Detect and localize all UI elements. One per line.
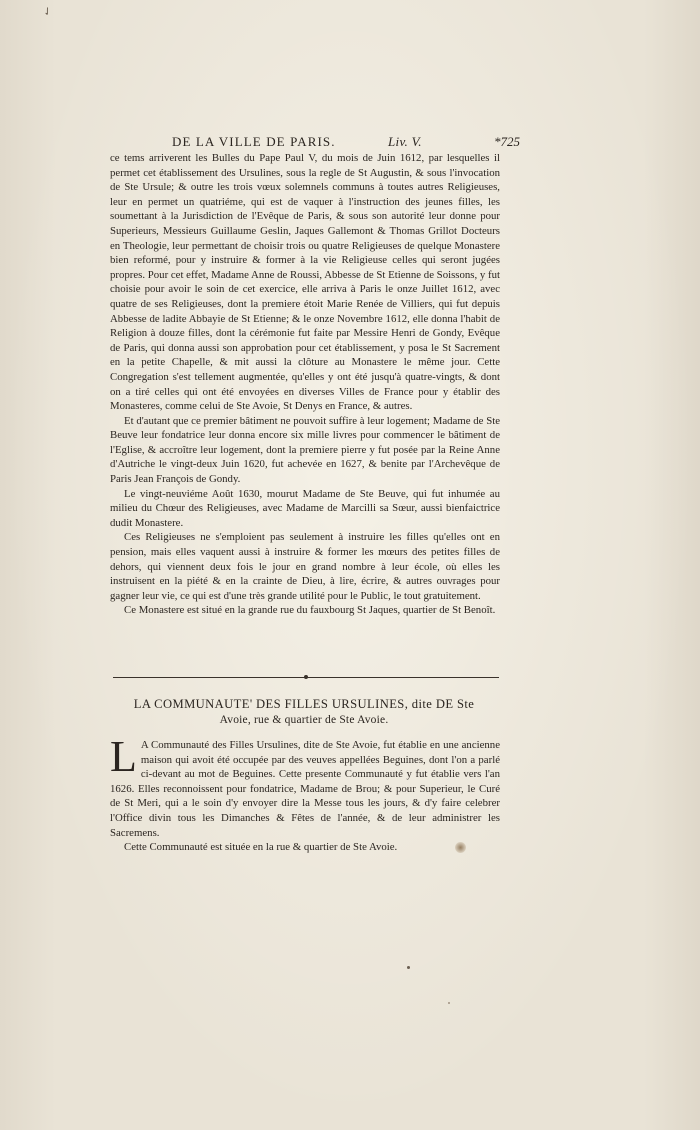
paragraph-bulls: ce tems arriverent les Bulles du Pape Paul V, du mois de Juin 1612, par lesquelles il permet cet établissement des Ursulines, sous la regle de St Augustin, & sous l'invocation de Ste Ursule; & outre les trois vœux solemnels communs à toutes autres Religieuses, leur en permet un quatriéme, qui est de vaquer à l'instruction des jeunes filles, les soumettant à la Jurisdiction de l'Evêque de Paris, & sous son autorité leur donne pour Superieurs, Messieurs Guillaume Geslin, Jaques Gallemont & Thomas Grillot Docteurs en Theologie, leur permettant de choisir trois ou quatre Religieuses de quelque Monastere bien reformé, pour y instruire & former à la vie Religieuse celles qui seront jugées propres. Pour cet effet, Madame Anne de Roussi, Abbesse de St Etienne de Soissons, y fut choisie pour avoir le soin de cet exercice, elle arriva à Paris le onze Juillet 1612, avec quatre de ses Religieuses, dont la premiere étoit Marie Renée de Villiers, qui fut depuis Abbesse de ladite Abbayie de St Etienne; & le onze Novembre 1612, elle donna l'habit de Religion à douze filles, dont la cérémonie fut faite par Messire Henri de Gondy, Evêque de Paris, qui donna aussi son approbation pour cet établissement, y posa le St Sacrement en la petite Chapelle, & mit aussi la clôture au Monastere le même jour. Cette Congregation s'est tellement augmentée, qu'elles y ont été jusqu'à quatre-vingts, & dont on a tiré celles qui ont été envoyées en diverses Villes de France pour y établir des Monasteres, comme celui de Ste Avoie, St Denys en France, & autres. (110, 152, 500, 413)
section-paragraph-1-text: A Communauté des Filles Ursulines, dite de Ste Avoie, fut établie en une ancienne maison qui avoit été occupée par des veuves appellées Beguines, dont l'on a parlé ci-devant au mot de Beguines. Cette presente Communauté y fut établie vers l'an 1626. Elles reconnoissent pour fondatrice, Madame de Brou; & pour Superieur, le Curé de St Meri, qui a le soin d'y envoyer dire la Messe tous les jours, & d'y faire celebrer l'Office divin tous les Dimanches & Fêtes de l'année, & de leur administrer les Sacremens. (110, 739, 500, 839)
paper-speck (448, 1002, 450, 1004)
section-paragraph-1 (110, 732, 500, 840)
paper-speck (407, 966, 410, 969)
paragraph-location: Ce Monastere est situé en la grande rue du fauxbourg St Jaques, quartier de St Benoît. (124, 604, 496, 617)
section-paragraph-2: Cette Communauté est située en la rue & quartier de Ste Avoie. (124, 841, 398, 854)
running-head-title: DE LA VILLE DE PARIS. (172, 134, 336, 149)
page-number-value: 725 (500, 134, 520, 149)
running-head-book: Liv. V. (388, 134, 422, 149)
paragraph-building: Et d'autant que ce premier bâtiment ne pouvoit suffire à leur logement; Madame de Ste Beuve leur fondatrice leur donna encore six mille livres pour commencer le bâtiment de l'Eglise, & accroître leur logement, dont la premiere pierre y fut posée par la Reine Anne d'Autriche le vingt-deux Juin 1620, fut achevée en 1627, & benite par l'Archevêque de Paris Jean François de Gondy. (110, 414, 500, 486)
section-heading-line2: Avoie, rue & quartier de Ste Avoie. (219, 714, 389, 726)
paragraph-instruction: Ces Religieuses ne s'emploient pas seulement à instruire les filles qu'elles ont en pension, mais elles vaquent aussi à instruire & former les mœurs des petites filles de dehors, qui viennent deux fois le jour en grand nombre à leur école, où elles les instruisent en la piété & en la crainte de Dieu, à lire, écrire, & autres ouvrages pour gagner leur vie, ce qui est d'une très grande utilité pour le Public, le tout gratuitement. (110, 531, 500, 602)
section-heading (108, 696, 500, 728)
main-text (110, 151, 500, 618)
drop-cap-letter: L (110, 732, 137, 781)
page-number: *725 (494, 134, 520, 149)
section-divider (113, 677, 499, 678)
section-text (110, 732, 500, 855)
corner-stain-mark: ✓ (40, 4, 56, 20)
divider-dot (304, 675, 308, 679)
paragraph-death: Le vingt-neuviéme Août 1630, mourut Madame de Ste Beuve, qui fut inhumée au milieu du Chœur des Religieuses, avec Madame de Marcilli sa Sœur, aussi bienfaictrice dudit Monastere. (110, 487, 500, 529)
section-heading-line1: LA COMMUNAUTE' DES FILLES URSULINES, dite DE Ste (133, 697, 475, 711)
ink-smudge (455, 842, 466, 853)
